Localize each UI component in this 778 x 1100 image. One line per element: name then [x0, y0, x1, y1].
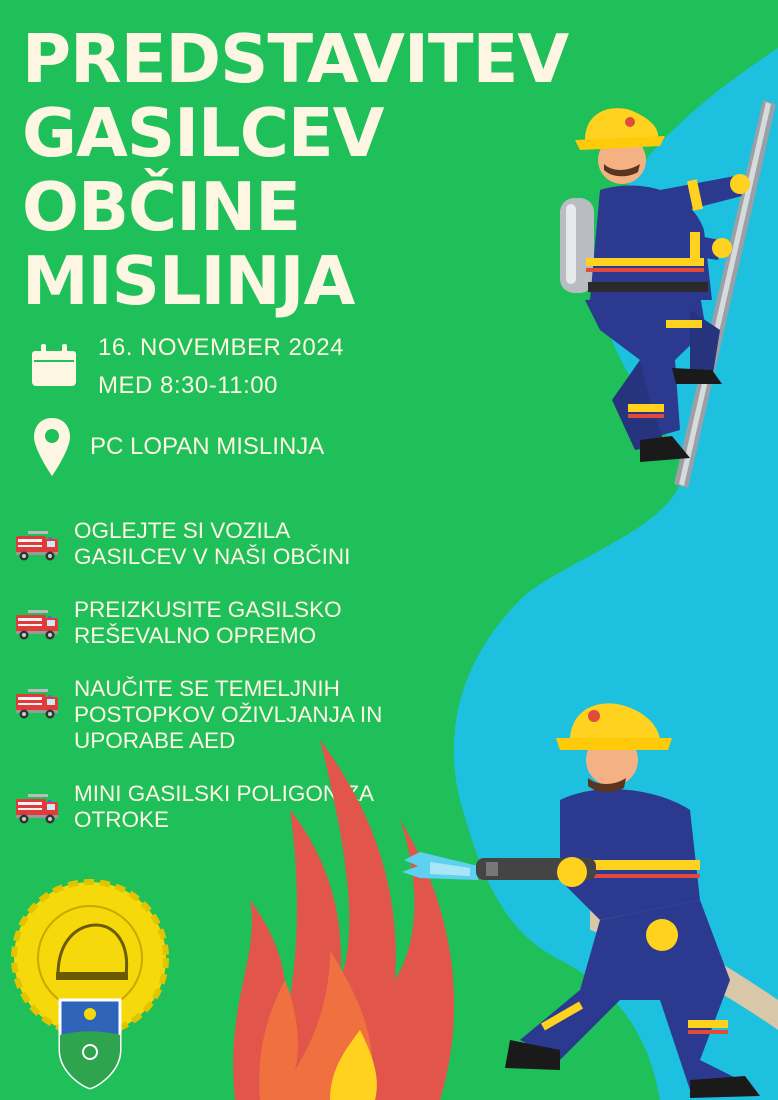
municipality-coat-of-arms [14, 882, 166, 1088]
title-line-1: PREDSTAVITEV [22, 20, 569, 98]
hose-firefighter [476, 703, 778, 1098]
activity-text: OGLEJTE SI VOZILA GASILCEV V NAŠI OBČINI [74, 518, 351, 569]
event-date: 16. NOVEMBER 2024 [98, 334, 344, 361]
title-line-3: OBČINE [22, 168, 300, 246]
title-line-4: MISLINJA [22, 242, 355, 320]
event-location: PC LOPAN MISLINJA [90, 433, 325, 460]
fire-flames [233, 740, 454, 1100]
activity-text: NAUČITE SE TEMELJNIH POSTOPKOV OŽIVLJANJA IN UPORABE AED [74, 676, 383, 753]
activity-text: PREIZKUSITE GASILSKO REŠEVALNO OPREMO [74, 597, 342, 648]
title-line-2: GASILCEV [22, 94, 384, 172]
activity-text: MINI GASILSKI POLIGON ZA OTROKE [74, 781, 375, 832]
event-time: MED 8:30-11:00 [98, 372, 278, 399]
